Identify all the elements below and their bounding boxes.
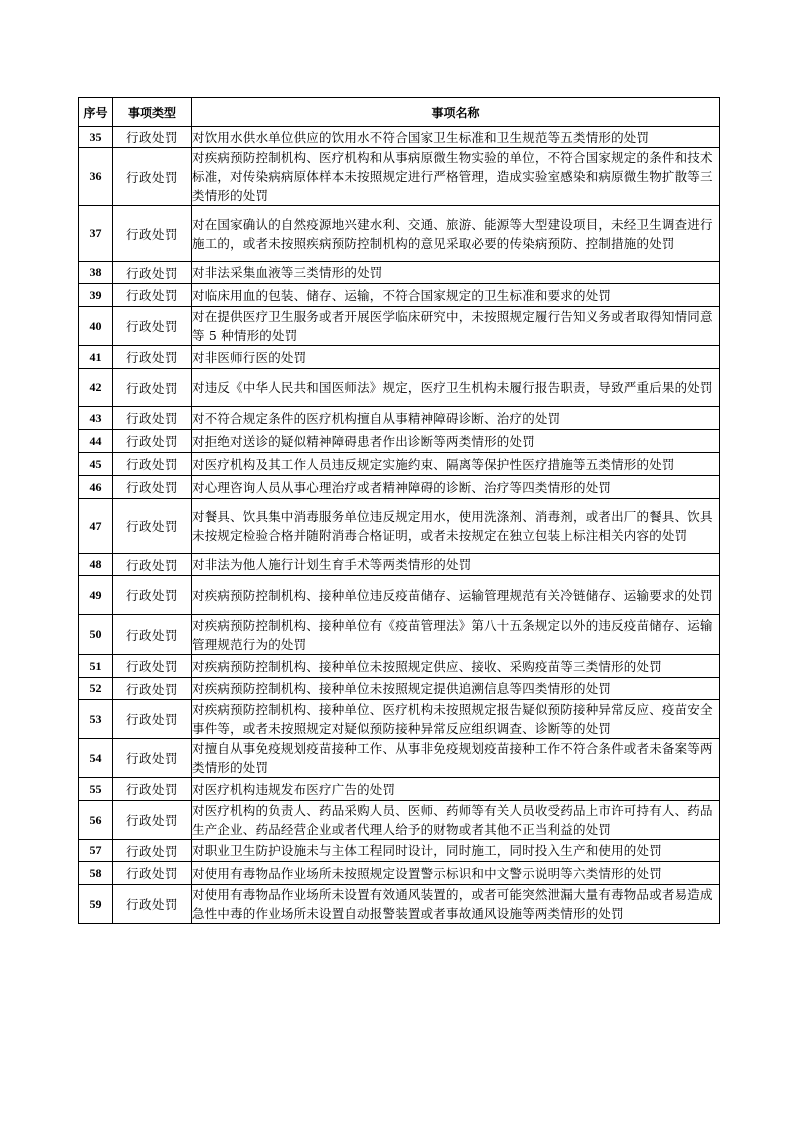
table-row: [79, 576, 720, 615]
row-number: 53: [79, 700, 113, 739]
table-body: [79, 127, 720, 924]
table-row: [79, 430, 720, 453]
table-row: [79, 840, 720, 862]
row-number: 51: [79, 655, 113, 678]
row-number: 41: [79, 346, 113, 369]
row-name: 对在国家确认的自然疫源地兴建水利、交通、旅游、能源等大型建设项目，未经卫生调查进行施工的，或者未按照疾病预防控制机构的意见采取必要的传染病预防、控制措施的处罚: [192, 206, 720, 262]
row-number: 58: [79, 862, 113, 885]
row-number: 47: [79, 499, 113, 554]
table-row: [79, 655, 720, 678]
row-name: 对饮用水供水单位供应的饮用水不符合国家卫生标准和卫生规范等五类情形的处罚: [192, 127, 720, 148]
row-name: 对违反《中华人民共和国医师法》规定，医疗卫生机构未履行报告职责，导致严重后果的处罚: [192, 369, 720, 407]
row-name: 对不符合规定条件的医疗机构擅自从事精神障碍诊断、治疗的处罚: [192, 407, 720, 430]
table-row: [79, 346, 720, 369]
table-row: [79, 678, 720, 700]
row-type: 行政处罚: [113, 655, 192, 678]
row-name: 对疾病预防控制机构、接种单位未按照规定提供追溯信息等四类情形的处罚: [192, 678, 720, 700]
row-number: 36: [79, 148, 113, 206]
row-type: 行政处罚: [113, 499, 192, 554]
table-row: [79, 862, 720, 885]
header-num: 序号: [79, 98, 113, 127]
row-number: 55: [79, 778, 113, 801]
table-row: [79, 127, 720, 148]
table-row: [79, 206, 720, 262]
row-type: 行政处罚: [113, 262, 192, 284]
table-row: [79, 499, 720, 554]
table-row: [79, 700, 720, 739]
row-number: 40: [79, 307, 113, 346]
row-name: 对医疗机构及其工作人员违反规定实施约束、隔离等保护性医疗措施等五类情形的处罚: [192, 453, 720, 476]
row-type: 行政处罚: [113, 576, 192, 615]
row-number: 49: [79, 576, 113, 615]
row-name: 对疾病预防控制机构、接种单位有《疫苗管理法》第八十五条规定以外的违反疫苗储存、运输管理规范行为的处罚: [192, 615, 720, 655]
row-type: 行政处罚: [113, 148, 192, 206]
row-name: 对餐具、饮具集中消毒服务单位违反规定用水，使用洗涤剂、消毒剂，或者出厂的餐具、饮具未按规定检验合格并随附消毒合格证明，或者未按规定在独立包装上标注相关内容的处罚: [192, 499, 720, 554]
row-type: 行政处罚: [113, 346, 192, 369]
row-type: 行政处罚: [113, 885, 192, 924]
row-type: 行政处罚: [113, 700, 192, 739]
row-number: 54: [79, 739, 113, 778]
row-name: 对疾病预防控制机构、接种单位违反疫苗储存、运输管理规范有关冷链储存、运输要求的处罚: [192, 576, 720, 615]
row-type: 行政处罚: [113, 476, 192, 499]
row-name: 对拒绝对送诊的疑似精神障碍患者作出诊断等两类情形的处罚: [192, 430, 720, 453]
row-type: 行政处罚: [113, 862, 192, 885]
row-name: 对疾病预防控制机构、接种单位、医疗机构未按照规定报告疑似预防接种异常反应、疫苗安全事件等，或者未按照规定对疑似预防接种异常反应组织调查、诊断等的处罚: [192, 700, 720, 739]
row-number: 43: [79, 407, 113, 430]
row-number: 37: [79, 206, 113, 262]
table-row: [79, 554, 720, 576]
row-name: 对职业卫生防护设施未与主体工程同时设计，同时施工，同时投入生产和使用的处罚: [192, 840, 720, 862]
row-type: 行政处罚: [113, 739, 192, 778]
table-row: [79, 284, 720, 307]
table-row: [79, 407, 720, 430]
row-name: 对使用有毒物品作业场所未按照规定设置警示标识和中文警示说明等六类情形的处罚: [192, 862, 720, 885]
row-type: 行政处罚: [113, 615, 192, 655]
row-type: 行政处罚: [113, 554, 192, 576]
table-row: [79, 453, 720, 476]
row-number: 57: [79, 840, 113, 862]
table-row: [79, 148, 720, 206]
row-number: 44: [79, 430, 113, 453]
row-number: 59: [79, 885, 113, 924]
row-type: 行政处罚: [113, 369, 192, 407]
table-row: [79, 476, 720, 499]
row-number: 45: [79, 453, 113, 476]
table-row: [79, 369, 720, 407]
row-type: 行政处罚: [113, 678, 192, 700]
table-row: [79, 801, 720, 840]
row-name: 对在提供医疗卫生服务或者开展医学临床研究中，未按照规定履行告知义务或者取得知情同意等 5 种情形的处罚: [192, 307, 720, 346]
table-header-row: [79, 98, 720, 127]
table-row: [79, 739, 720, 778]
row-number: 48: [79, 554, 113, 576]
row-name: 对擅自从事免疫规划疫苗接种工作、从事非免疫规划疫苗接种工作不符合条件或者未备案等两类情形的处罚: [192, 739, 720, 778]
row-type: 行政处罚: [113, 840, 192, 862]
row-name: 对非法采集血液等三类情形的处罚: [192, 262, 720, 284]
row-type: 行政处罚: [113, 801, 192, 840]
row-number: 52: [79, 678, 113, 700]
row-name: 对疾病预防控制机构、医疗机构和从事病原微生物实验的单位，不符合国家规定的条件和技术标准，对传染病病原体样本未按照规定进行严格管理，造成实验室感染和病原微生物扩散等三类情形的处罚: [192, 148, 720, 206]
table-row: [79, 262, 720, 284]
row-number: 39: [79, 284, 113, 307]
row-type: 行政处罚: [113, 284, 192, 307]
row-type: 行政处罚: [113, 127, 192, 148]
row-number: 46: [79, 476, 113, 499]
row-type: 行政处罚: [113, 778, 192, 801]
table-row: [79, 778, 720, 801]
row-name: 对非法为他人施行计划生育手术等两类情形的处罚: [192, 554, 720, 576]
row-name: 对心理咨询人员从事心理治疗或者精神障碍的诊断、治疗等四类情形的处罚: [192, 476, 720, 499]
table-row: [79, 885, 720, 924]
table-row: [79, 307, 720, 346]
row-name: 对临床用血的包装、储存、运输，不符合国家规定的卫生标准和要求的处罚: [192, 284, 720, 307]
table-row: [79, 615, 720, 655]
row-name: 对医疗机构的负责人、药品采购人员、医师、药师等有关人员收受药品上市许可持有人、药品生产企业、药品经营企业或者代理人给予的财物或者其他不正当利益的处罚: [192, 801, 720, 840]
row-number: 56: [79, 801, 113, 840]
row-number: 38: [79, 262, 113, 284]
row-type: 行政处罚: [113, 430, 192, 453]
row-name: 对使用有毒物品作业场所未设置有效通风装置的，或者可能突然泄漏大量有毒物品或者易造成急性中毒的作业场所未设置自动报警装置或者事故通风设施等两类情形的处罚: [192, 885, 720, 924]
items-table: [78, 97, 720, 924]
row-type: 行政处罚: [113, 453, 192, 476]
row-name: 对疾病预防控制机构、接种单位未按照规定供应、接收、采购疫苗等三类情形的处罚: [192, 655, 720, 678]
header-name: 事项名称: [192, 98, 720, 127]
row-type: 行政处罚: [113, 407, 192, 430]
row-number: 42: [79, 369, 113, 407]
row-name: 对非医师行医的处罚: [192, 346, 720, 369]
row-number: 50: [79, 615, 113, 655]
row-type: 行政处罚: [113, 307, 192, 346]
row-type: 行政处罚: [113, 206, 192, 262]
header-type: 事项类型: [113, 98, 192, 127]
row-name: 对医疗机构违规发布医疗广告的处罚: [192, 778, 720, 801]
row-number: 35: [79, 127, 113, 148]
